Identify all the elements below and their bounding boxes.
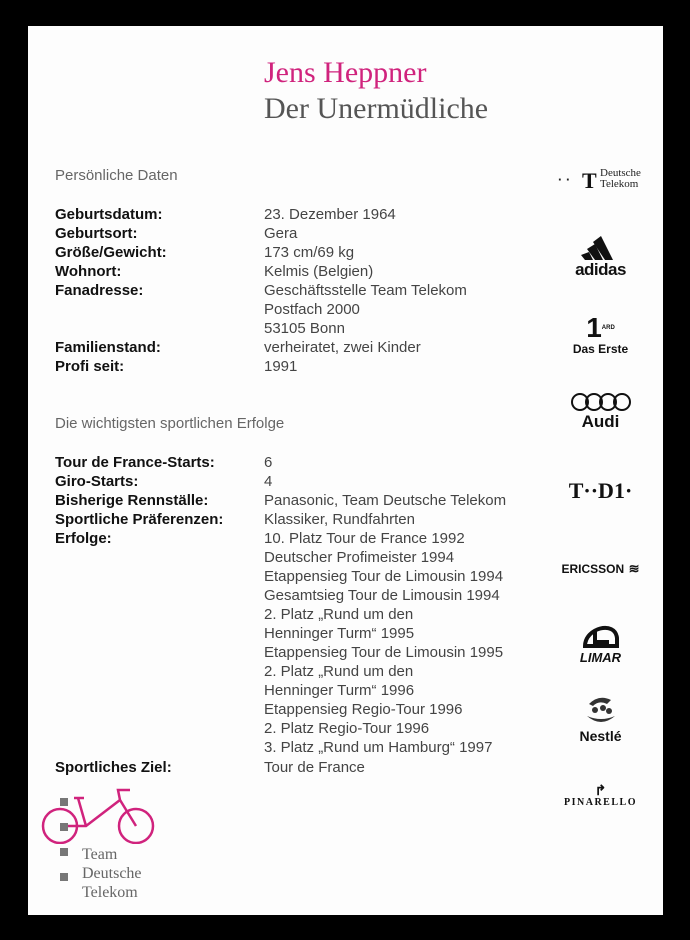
- success-value: 4: [264, 473, 273, 490]
- personal-data-label: Geburtsort:: [55, 225, 138, 242]
- pinarello-mark-icon: ↱: [594, 782, 607, 798]
- goal-row: [55, 758, 575, 777]
- success-row: [55, 643, 575, 662]
- success-value: Etappensieg Regio-Tour 1996: [264, 701, 463, 718]
- success-value: Etappensieg Tour de Limousin 1995: [264, 644, 504, 661]
- success-label: Erfolge:: [55, 530, 112, 547]
- success-row: [55, 700, 575, 719]
- personal-data-row: [55, 281, 575, 300]
- personal-data-value: Gera: [264, 225, 298, 242]
- goal-value: Tour de France: [264, 759, 365, 776]
- team-logo-square-4: [60, 873, 68, 881]
- successes-heading: Die wichtigsten sportlichen Erfolge: [55, 415, 285, 432]
- adidas-logo: [548, 236, 653, 282]
- success-value: Gesamtsieg Tour de Limousin 1994: [264, 587, 500, 604]
- autograph-card: [28, 26, 663, 915]
- success-value: Klassiker, Rundfahrten: [264, 511, 415, 528]
- telekom-t-icon: T: [582, 168, 597, 193]
- personal-data-row: [55, 357, 575, 376]
- ericsson-logo: [548, 560, 653, 580]
- success-row: [55, 491, 575, 510]
- success-value: 10. Platz Tour de France 1992: [264, 530, 465, 547]
- limar-logo: [548, 620, 653, 672]
- success-value: 3. Platz „Rund um Hamburg“ 1997: [264, 739, 493, 756]
- nestle-wordmark: Nestlé: [579, 728, 622, 744]
- success-value: 6: [264, 454, 273, 471]
- personal-data-value: 53105 Bonn: [264, 320, 345, 337]
- personal-data-value: 173 cm/69 kg: [264, 244, 355, 261]
- audi-rings-icon: [569, 392, 633, 412]
- ericsson-wordmark: ERICSSON: [561, 562, 625, 576]
- d1-logo: [548, 478, 653, 504]
- telekom-logo: · · T Deutsche Telekom: [558, 167, 641, 193]
- success-value: 2. Platz Regio-Tour 1996: [264, 720, 430, 737]
- personal-data-row: [55, 243, 575, 262]
- telekom-line1: Deutsche: [600, 167, 641, 179]
- success-label: Sportliche Präferenzen:: [55, 511, 224, 528]
- personal-data-value: 23. Dezember 1964: [264, 206, 396, 223]
- telekom-line2: Telekom: [600, 178, 639, 190]
- team-logo-line2: Deutsche: [82, 865, 142, 882]
- goal-label: Sportliches Ziel:: [55, 759, 172, 776]
- rider-name: Jens Heppner: [264, 56, 427, 89]
- personal-data-heading: Persönliche Daten: [55, 167, 178, 184]
- limar-helmet-icon: [581, 620, 621, 650]
- success-row: [55, 472, 575, 491]
- success-row: [55, 453, 575, 472]
- personal-data-label: Profi seit:: [55, 358, 125, 375]
- personal-data-value: Postfach 2000: [264, 301, 360, 318]
- success-value: Panasonic, Team Deutsche Telekom: [264, 492, 507, 509]
- pinarello-wordmark: PINARELLO: [564, 797, 637, 808]
- success-row: [55, 719, 575, 738]
- personal-data-row: [55, 262, 575, 281]
- bicycle-logo-icon: [38, 784, 168, 844]
- success-row: [55, 529, 575, 548]
- personal-data-label: Familienstand:: [55, 339, 161, 356]
- ard-one-icon: 1ARD: [586, 312, 615, 343]
- ard-label: ARD: [601, 325, 615, 331]
- personal-data-value: 1991: [264, 358, 298, 375]
- limar-wordmark: LIMAR: [579, 650, 622, 665]
- personal-data-label: Fanadresse:: [55, 282, 144, 299]
- audi-wordmark: Audi: [581, 412, 620, 431]
- rider-nickname: Der Unermüdliche: [264, 92, 489, 125]
- success-label: Giro-Starts:: [55, 473, 139, 490]
- personal-data-row: [55, 338, 575, 357]
- success-value: 2. Platz „Rund um den: [264, 663, 414, 680]
- success-row: [55, 624, 575, 643]
- success-value: Henninger Turm“ 1995: [264, 625, 415, 642]
- pinarello-logo: [548, 783, 653, 817]
- success-label: Tour de France-Starts:: [55, 454, 215, 471]
- success-label: Bisherige Rennställe:: [55, 492, 209, 509]
- personal-data-value: Geschäftsstelle Team Telekom: [264, 282, 467, 299]
- nestle-logo: [548, 694, 653, 750]
- das-erste-wordmark: Das Erste: [572, 342, 629, 356]
- personal-data-row: [55, 300, 575, 319]
- personal-data-row: [55, 319, 575, 338]
- nestle-nest-icon: [583, 694, 619, 728]
- personal-data-label: Wohnort:: [55, 263, 122, 280]
- adidas-wordmark: adidas: [575, 260, 626, 279]
- personal-data-value: Kelmis (Belgien): [264, 263, 374, 280]
- success-row: [55, 510, 575, 529]
- success-row: [55, 548, 575, 567]
- success-row: [55, 738, 575, 757]
- team-logo-square-1: [60, 798, 68, 806]
- personal-data-value: verheiratet, zwei Kinder: [264, 339, 421, 356]
- success-row: [55, 681, 575, 700]
- success-value: Etappensieg Tour de Limousin 1994: [264, 568, 504, 585]
- success-row: [55, 662, 575, 681]
- d1-wordmark: T··D1·: [568, 478, 633, 503]
- success-value: 2. Platz „Rund um den: [264, 606, 414, 623]
- team-logo-square-2: [60, 823, 68, 831]
- audi-logo: [548, 392, 653, 436]
- personal-data-label: Größe/Gewicht:: [55, 244, 167, 261]
- personal-data-row: [55, 205, 575, 224]
- team-logo-square-3: [60, 848, 68, 856]
- personal-data-row: [55, 224, 575, 243]
- team-logo-line1: Team: [82, 846, 118, 863]
- success-row: [55, 605, 575, 624]
- success-value: Henninger Turm“ 1996: [264, 682, 415, 699]
- success-value: Deutscher Profimeister 1994: [264, 549, 455, 566]
- success-row: [55, 567, 575, 586]
- team-logo-line3: Telekom: [82, 884, 138, 901]
- das-erste-logo: [548, 314, 653, 362]
- personal-data-label: Geburtsdatum:: [55, 206, 163, 223]
- adidas-stripes-icon: [581, 236, 621, 260]
- ericsson-bars-icon: ≋: [628, 561, 640, 576]
- success-row: [55, 586, 575, 605]
